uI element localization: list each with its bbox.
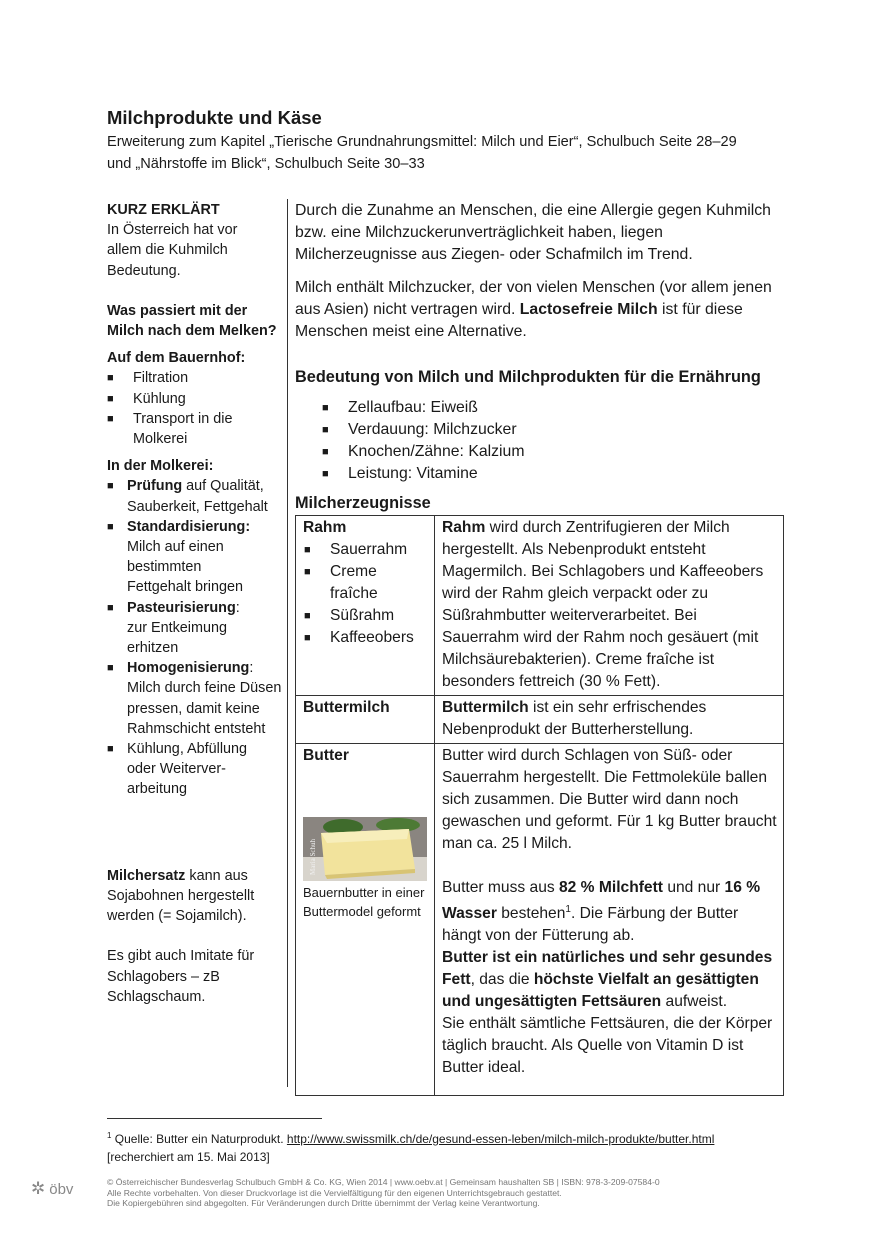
star-icon: ✲ bbox=[31, 1179, 46, 1198]
subtitle-line-1: Erweiterung zum Kapitel „Tierische Grundnahrungsmittel: Milch und Eier“, Schulbuch Seite 28–29 bbox=[107, 134, 737, 150]
butter-description: Butter wird durch Schlagen von Süß- oder Sauerrahm hergestellt. Die Fettmoleküle ballen sich zusammen. Die Butter wird dann noch gewaschen und geformt. Für 1 kg Butter braucht man ca. 25 l Milch. Butter muss aus 82 % Milchfett und nur 16 % Wasser bestehen$^1$. Die Färbung der Butter hängt von der Fütterung ab. Butter ist ein natürliches und sehr gesundes Fett, das die höchste Vielfalt an gesättigten und ungesättigten Fettsäuren aufweist. Sie enthält sämtliche Fettsäuren, die der Körper täglich braucht. Als Quelle von Vitamin D ist Butter ideal. bbox=[435, 744, 784, 1096]
bullet-icon: ■ bbox=[107, 601, 114, 614]
page-subtitle bbox=[107, 131, 807, 175]
list-item: ■ Sauerrahm bbox=[303, 539, 428, 561]
list-item: ■ Prüfung auf Qualität, Sauberkeit, Fettgehalt bbox=[107, 478, 268, 515]
lactose-paragraph: Milch enthält Milchzucker, der von vielen Menschen (vor allem jenen aus Asien) nicht vertragen wird. Lactosefreie Milch ist für diese Menschen meist eine Alternative. bbox=[295, 279, 772, 340]
products-heading: Milcherzeugnisse bbox=[295, 494, 431, 512]
page-title: Milchprodukte und Käse bbox=[107, 107, 322, 128]
list-item: ■ Knochen/Zähne: Kalzium bbox=[322, 441, 525, 463]
products-table bbox=[295, 515, 784, 1096]
buttermilch-description: Buttermilch ist ein sehr erfrischendes Nebenprodukt der Butterherstellung. bbox=[435, 696, 784, 744]
column-divider bbox=[287, 199, 288, 1087]
list-item: ■ Zellaufbau: Eiweiß bbox=[322, 397, 525, 419]
publisher-logo: ✲ öbv bbox=[31, 1179, 74, 1198]
list-item: ■ Kühlung bbox=[107, 389, 285, 409]
bullet-icon: ■ bbox=[107, 743, 114, 756]
list-item: ■ Kaffeeobers bbox=[303, 627, 428, 649]
imitation-text: Es gibt auch Imitate für Schlagobers – zB Schlagschaum. bbox=[107, 948, 255, 1005]
bullet-icon: ■ bbox=[304, 632, 311, 644]
kurz-text: In Österreich hat vor allem die Kuhmilch Bedeutung. bbox=[107, 222, 238, 279]
table-row bbox=[296, 516, 784, 696]
bullet-icon: ■ bbox=[107, 392, 114, 405]
source-link[interactable]: http://www.swissmilk.ch/de/gesund-essen-leben/milch-milch-produkte/butter.html bbox=[286, 1132, 715, 1146]
bullet-icon: ■ bbox=[107, 412, 114, 425]
list-item: ■ Pasteurisierung: zur Entkeimung erhitzen bbox=[107, 599, 240, 657]
table-row bbox=[296, 744, 784, 1096]
butter-photo bbox=[303, 817, 427, 881]
bullet-icon: ■ bbox=[304, 544, 311, 556]
rahm-label: Rahm bbox=[303, 519, 347, 536]
butter-label: Butter bbox=[303, 747, 349, 764]
main-content bbox=[295, 200, 785, 343]
footnote-ref: 1 bbox=[565, 904, 571, 915]
rahm-description: Rahm wird durch Zentrifugieren der Milch hergestellt. Als Nebenprodukt entsteht Magermilch. Bei Schlagobers und Kaffeeobers wird der Rahm gleich verpackt oder zu Süßrahmbutter weiterverarbeitet. Bei Sauerrahm wird der Rahm noch gesäuert (mit Milchsäurebakterien). Creme fraîche ist besonders fettreich (30 % Fett). bbox=[435, 516, 784, 696]
list-item: ■ Süßrahm bbox=[303, 605, 428, 627]
dairy-list bbox=[107, 476, 285, 799]
dairy-heading: In der Molkerei: bbox=[107, 458, 214, 475]
bullet-icon: ■ bbox=[304, 610, 311, 622]
bullet-icon: ■ bbox=[107, 662, 114, 675]
list-item: ■ Kühlung, Abfüllung oder Weiterver-arbeitung bbox=[107, 741, 248, 798]
footnote-date: [recherchiert am 15. Mai 2013] bbox=[107, 1150, 270, 1164]
list-item: ■ Standardisierung: Milch auf einen bestimmten Fettgehalt bringen bbox=[107, 518, 251, 596]
nutrition-heading: Bedeutung von Milch und Milchprodukten für die Ernährung bbox=[295, 368, 761, 386]
sidebar bbox=[107, 200, 285, 1007]
bullet-icon: ■ bbox=[322, 468, 329, 480]
question-heading: Was passiert mit der Milch nach dem Melken? bbox=[107, 302, 277, 340]
list-item: ■ Transport in die Molkerei bbox=[107, 410, 233, 448]
rahm-cell bbox=[296, 516, 435, 696]
farm-heading: Auf dem Bauernhof: bbox=[107, 350, 246, 367]
bullet-icon: ■ bbox=[322, 402, 329, 414]
subtitle-line-2: und „Nährstoffe im Blick“, Schulbuch Seite 30–33 bbox=[107, 156, 425, 172]
list-item: ■ Homogenisierung: Milch durch feine Düsen pressen, damit keine Rahmschicht entsteht bbox=[107, 660, 282, 737]
butter-cell bbox=[296, 744, 435, 1096]
list-item: ■ Verdauung: Milchzucker bbox=[322, 419, 525, 441]
bullet-icon: ■ bbox=[107, 372, 114, 385]
legal-notice: © Österreichischer Bundesverlag Schulbuch GmbH & Co. KG, Wien 2014 | www.oebv.at | Gemeinsam haushalten SB | ISBN: 978-3-209-07584-0 Alle Rechte vorbehalten. Von dieser Druckvorlage ist die Vervielfältigung für den eigenen Unterrichtsgebrauch gestattet. Die Kopiergebühren sind abgegolten. Für Veränderungen durch Dritte übernimmt der Verlag keine Verantwortung. bbox=[107, 1177, 660, 1209]
nutrition-list bbox=[322, 397, 525, 485]
footnote-divider bbox=[107, 1118, 322, 1119]
intro-paragraph: Durch die Zunahme an Menschen, die eine Allergie gegen Kuhmilch bzw. eine Milchzuckerunverträglichkeit haben, liegen Milcherzeugnisse aus Ziegen- oder Schafmilch im Trend. bbox=[295, 202, 771, 263]
bullet-icon: ■ bbox=[322, 424, 329, 436]
kurz-heading: KURZ ERKLÄRT bbox=[107, 202, 220, 218]
bullet-icon: ■ bbox=[322, 446, 329, 458]
buttermilch-label: Buttermilch bbox=[296, 696, 435, 744]
rahm-list bbox=[303, 539, 428, 649]
substitute-text: Milchersatz kann aus Sojabohnen hergestellt werden (= Sojamilch). bbox=[107, 867, 255, 925]
butter-caption: Bauernbutter in einer Buttermodel geformt bbox=[303, 885, 425, 919]
footnote: $^1$ Quelle: Butter ein Naturprodukt. http://www.swissmilk.ch/de/gesund-essen-leben/milch-milch-produkte/butter.html [recherchiert am 15. Mai 2013] bbox=[107, 1127, 807, 1166]
list-item: ■ Leistung: Vitamine bbox=[322, 463, 525, 485]
bullet-icon: ■ bbox=[107, 480, 114, 493]
list-item: ■ Creme fraîche bbox=[304, 563, 378, 602]
bullet-icon: ■ bbox=[304, 566, 311, 578]
image-credit: Maria Schuh bbox=[309, 839, 317, 875]
bullet-icon: ■ bbox=[107, 520, 114, 533]
farm-list bbox=[107, 368, 285, 449]
list-item: ■ Filtration bbox=[107, 368, 285, 388]
table-row bbox=[296, 696, 784, 744]
